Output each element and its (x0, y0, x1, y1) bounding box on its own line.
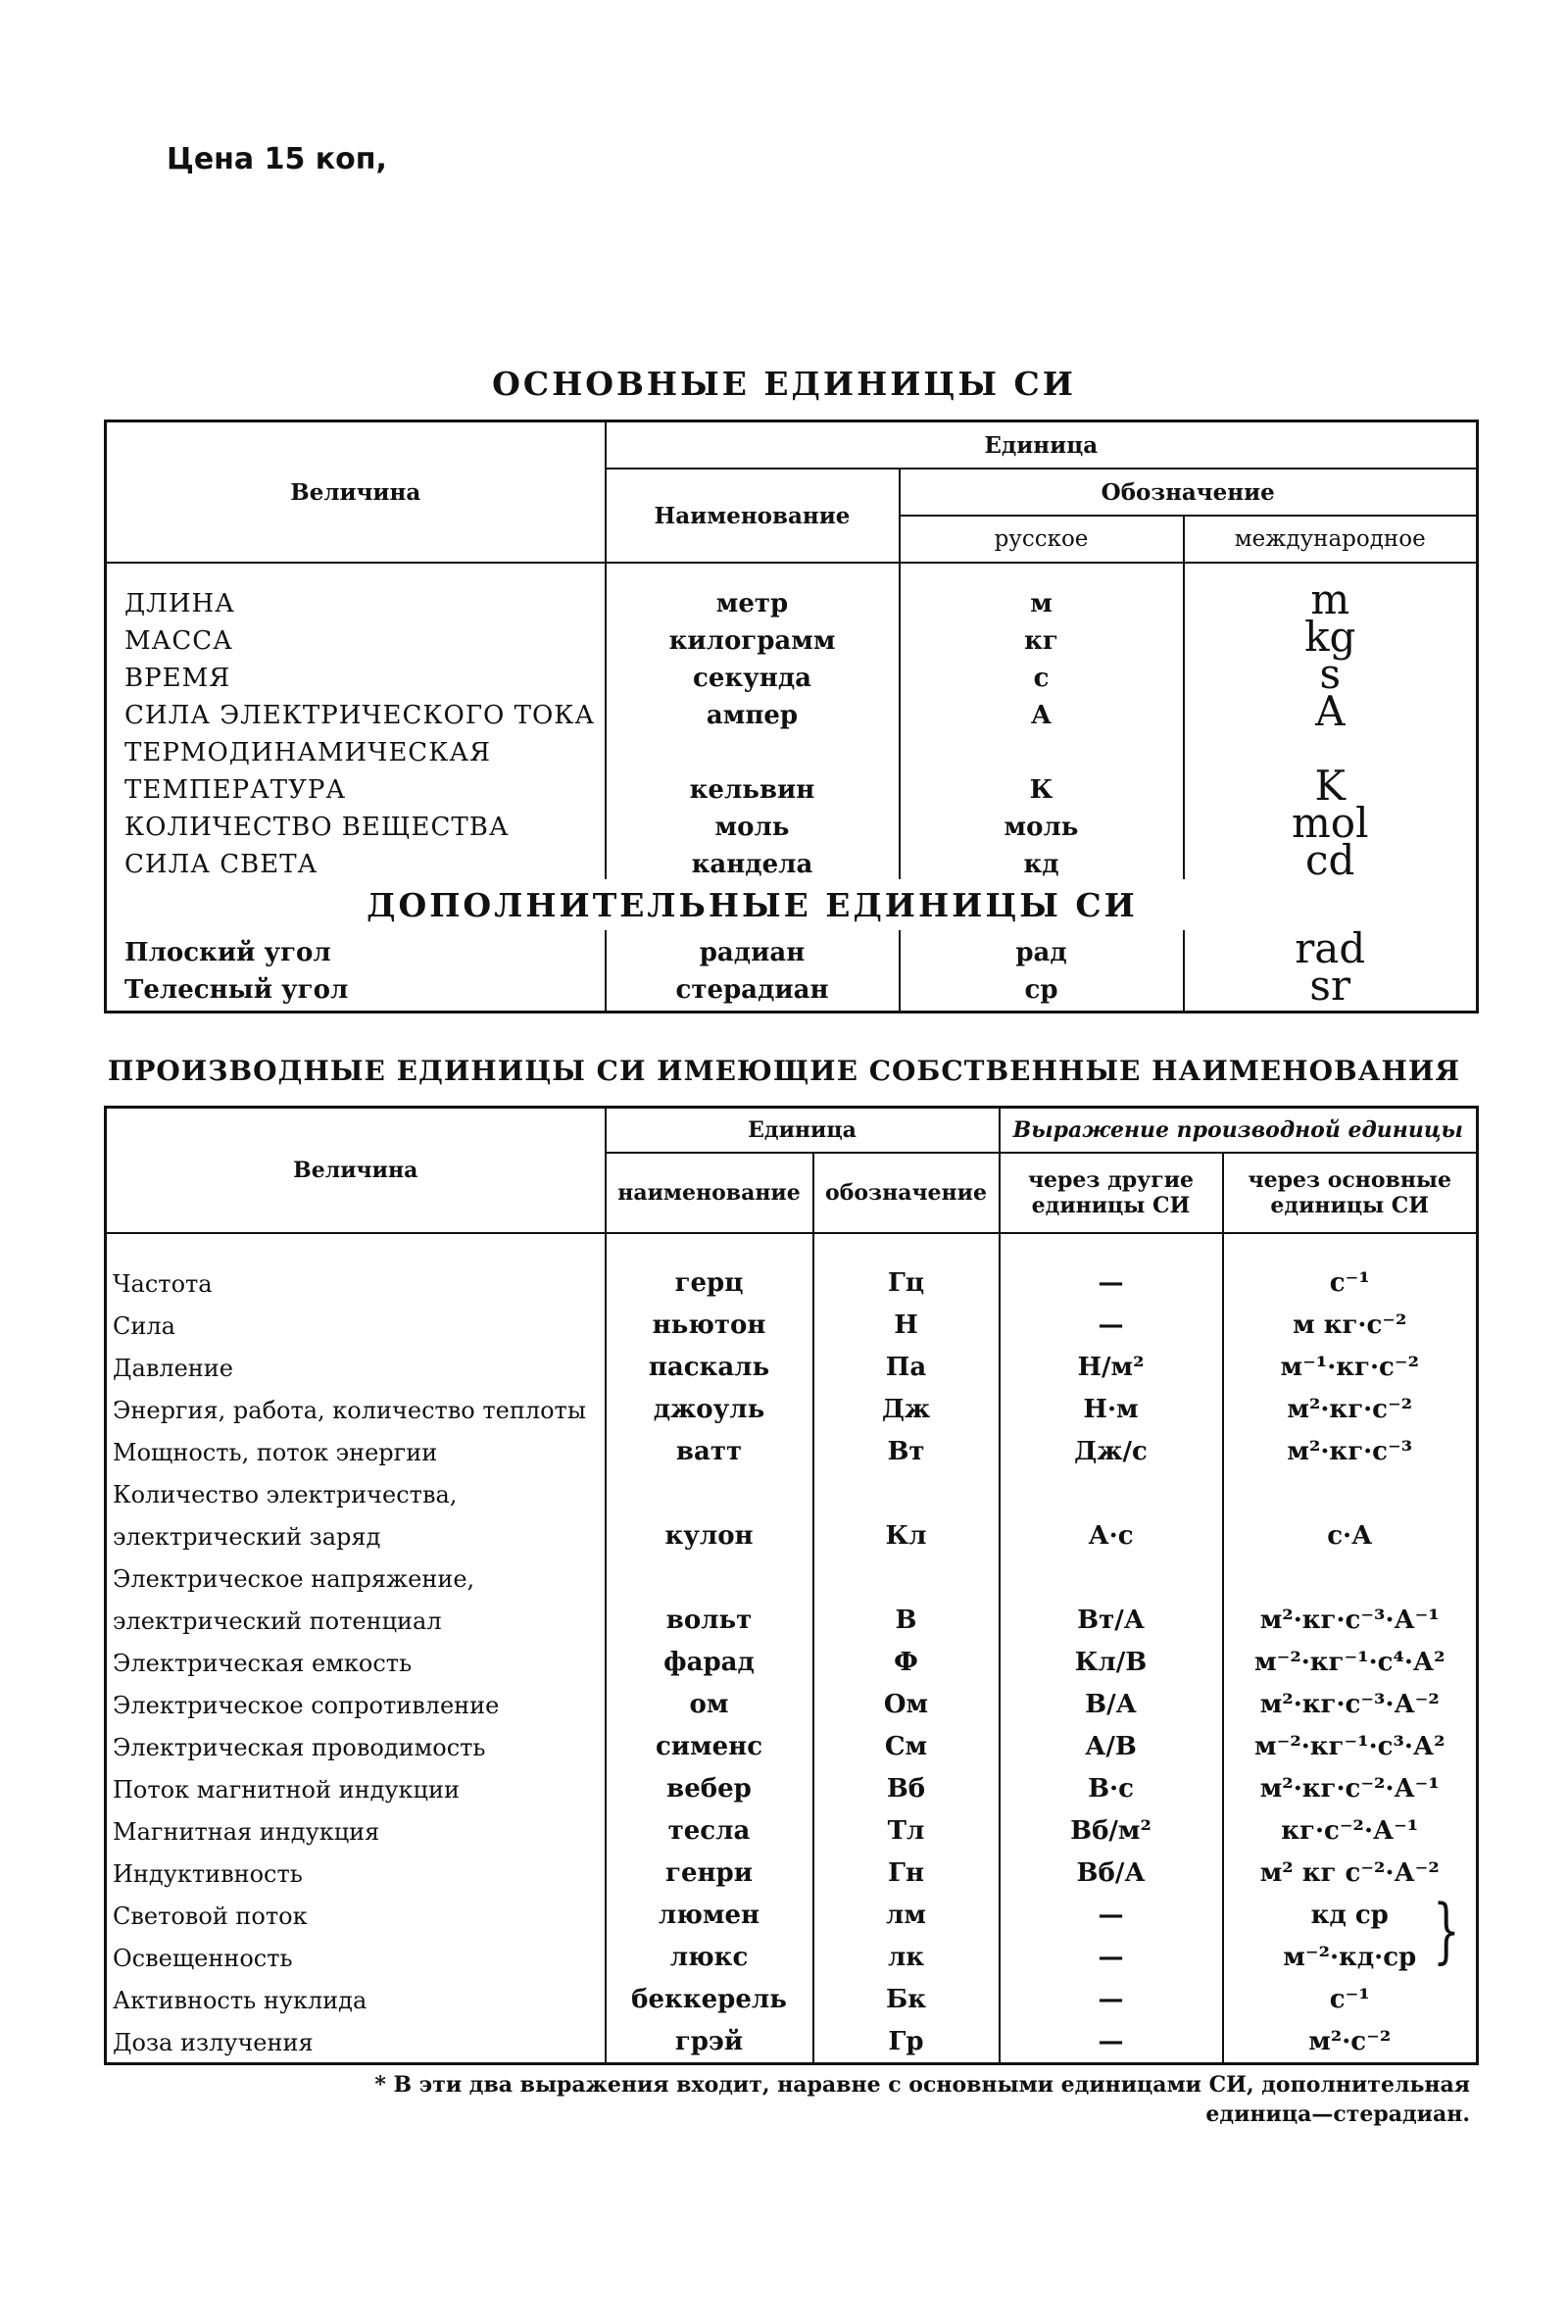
russian-symbol-cell: А (900, 693, 1184, 730)
via-other-cell: Вб/А (1000, 1846, 1223, 1888)
unit-name-cell: вебер (606, 1761, 813, 1804)
unit-name-cell: ватт (606, 1424, 813, 1466)
international-symbol-cell: mol (1184, 805, 1478, 842)
header-unit: Единица (606, 1108, 1000, 1153)
table-row (106, 805, 1478, 842)
quantity-cell: Освещенность (106, 1930, 606, 1972)
quantity-cell: Электрическое напряжение, (106, 1551, 606, 1593)
unit-name-cell (606, 730, 900, 767)
symbol-cell: лм (813, 1888, 1000, 1930)
footnote: * В эти два выражения входит, наравне с основными единицами СИ, дополнительная единица—стерадиан. (374, 2072, 1470, 2127)
table-row (106, 1340, 1478, 1382)
quantity-cell: Активность нуклида (106, 1972, 606, 2014)
via-other-cell: Кл/В (1000, 1635, 1223, 1677)
unit-name-cell: ньютон (606, 1298, 813, 1340)
unit-name-cell: вольт (606, 1593, 813, 1635)
symbol-cell: Вб (813, 1761, 1000, 1804)
russian-symbol-cell: кг (900, 618, 1184, 656)
via-base-cell: м²·кг·с⁻³ (1223, 1424, 1478, 1466)
table-row (106, 1298, 1478, 1340)
unit-name-cell: паскаль (606, 1340, 813, 1382)
via-other-cell: А/В (1000, 1719, 1223, 1761)
unit-name-cell: килограмм (606, 618, 900, 656)
table-row (106, 1382, 1478, 1424)
unit-name-cell: секунда (606, 656, 900, 693)
table-row (106, 656, 1478, 693)
russian-symbol-cell: ср (900, 967, 1184, 1013)
symbol-cell: См (813, 1719, 1000, 1761)
header-via-base: через основные единицы СИ (1223, 1153, 1478, 1233)
russian-symbol-cell: К (900, 767, 1184, 805)
table-row (106, 1804, 1478, 1846)
russian-symbol-cell: с (900, 656, 1184, 693)
via-other-cell: Н/м² (1000, 1340, 1223, 1382)
quantity-cell: Электрическое сопротивление (106, 1677, 606, 1719)
quantity-cell: Электрическая емкость (106, 1635, 606, 1677)
quantity-cell: Телесный угол (106, 967, 606, 1013)
via-other-cell: — (1000, 2014, 1223, 2064)
header-unit: Единица (606, 421, 1478, 470)
header-via-other: через другие единицы СИ (1000, 1153, 1223, 1233)
unit-name-cell: кандела (606, 842, 900, 879)
table-row (106, 1761, 1478, 1804)
via-base-cell (1223, 1551, 1478, 1593)
via-other-cell (1000, 1466, 1223, 1508)
quantity-cell: Индуктивность (106, 1846, 606, 1888)
unit-name-cell: фарад (606, 1635, 813, 1677)
quantity-cell: Мощность, поток энергии (106, 1424, 606, 1466)
header-designation: обозначение (813, 1153, 1000, 1233)
via-base-cell: м² кг с⁻²·А⁻² (1223, 1846, 1478, 1888)
international-symbol-cell: m (1184, 563, 1478, 618)
via-other-cell: — (1000, 1972, 1223, 2014)
unit-name-cell: стерадиан (606, 967, 900, 1013)
supplementary-units-title: ДОПОЛНИТЕЛЬНЫЕ ЕДИНИЦЫ СИ (367, 885, 1138, 924)
table-row (106, 767, 1478, 805)
symbol-cell: Тл (813, 1804, 1000, 1846)
symbol-cell: Гр (813, 2014, 1000, 2064)
table-row (106, 1551, 1478, 1593)
russian-symbol-cell: кд (900, 842, 1184, 879)
derived-units-table (104, 1106, 1479, 2065)
via-base-cell: м⁻²·кг⁻¹·с³·А² (1223, 1719, 1478, 1761)
unit-name-cell: тесла (606, 1804, 813, 1846)
via-base-cell: м кг·с⁻² (1223, 1298, 1478, 1340)
table-row (106, 1677, 1478, 1719)
unit-name-cell: джоуль (606, 1382, 813, 1424)
via-base-cell: м⁻¹·кг·с⁻² (1223, 1340, 1478, 1382)
table-row (106, 1233, 1478, 1298)
quantity-cell: Плоский угол (106, 930, 606, 967)
via-other-cell: — (1000, 1888, 1223, 1930)
table-row (106, 967, 1478, 1013)
symbol-cell: Ом (813, 1677, 1000, 1719)
unit-name-cell: радиан (606, 930, 900, 967)
header-expression: Выражение производной единицы (1000, 1108, 1478, 1153)
table-row (106, 1930, 1478, 1972)
symbol-cell: Дж (813, 1382, 1000, 1424)
via-other-cell (1000, 1551, 1223, 1593)
quantity-cell: ТЕМПЕРАТУРА (106, 767, 606, 805)
unit-name-cell: грэй (606, 2014, 813, 2064)
via-other-cell: — (1000, 1298, 1223, 1340)
quantity-cell: ТЕРМОДИНАМИЧЕСКАЯ (106, 730, 606, 767)
quantity-cell: Частота (106, 1233, 606, 1298)
quantity-cell: Магнитная индукция (106, 1804, 606, 1846)
via-other-cell: Н·м (1000, 1382, 1223, 1424)
unit-name-cell: кулон (606, 1508, 813, 1551)
via-base-cell: кд ср (1223, 1888, 1478, 1930)
quantity-cell: электрический потенциал (106, 1593, 606, 1635)
symbol-cell: Гц (813, 1233, 1000, 1298)
quantity-cell: Давление (106, 1340, 606, 1382)
international-symbol-cell: rad (1184, 930, 1478, 967)
header-name: Наименование (606, 469, 900, 563)
quantity-cell: Электрическая проводимость (106, 1719, 606, 1761)
brace-symbol: } (1433, 1889, 1460, 1971)
unit-name-cell: ампер (606, 693, 900, 730)
header-quantity: Величина (106, 421, 606, 564)
symbol-cell: Па (813, 1340, 1000, 1382)
quantity-cell: электрический заряд (106, 1508, 606, 1551)
via-other-cell: В·с (1000, 1761, 1223, 1804)
symbol-cell (813, 1551, 1000, 1593)
table-row (106, 693, 1478, 730)
international-symbol-cell: A (1184, 693, 1478, 730)
quantity-cell: ДЛИНА (106, 563, 606, 618)
international-symbol-cell: s (1184, 656, 1478, 693)
table-row (106, 842, 1478, 879)
quantity-cell: Поток магнитной индукции (106, 1761, 606, 1804)
quantity-cell: МАССА (106, 618, 606, 656)
russian-symbol-cell (900, 730, 1184, 767)
quantity-cell: СИЛА СВЕТА (106, 842, 606, 879)
via-other-cell: Вт/А (1000, 1593, 1223, 1635)
table-row (106, 618, 1478, 656)
russian-symbol-cell: моль (900, 805, 1184, 842)
header-international: международное (1184, 516, 1478, 563)
supplementary-title-row (106, 879, 1478, 930)
unit-name-cell: метр (606, 563, 900, 618)
unit-name-cell: ом (606, 1677, 813, 1719)
symbol-cell: Вт (813, 1424, 1000, 1466)
symbol-cell: Кл (813, 1508, 1000, 1551)
table-row (106, 1424, 1478, 1466)
via-other-cell: В/А (1000, 1677, 1223, 1719)
via-base-cell: с⁻¹ (1223, 1233, 1478, 1298)
unit-name-cell: беккерель (606, 1972, 813, 2014)
via-base-cell: м²·с⁻² (1223, 2014, 1478, 2064)
symbol-cell: Ф (813, 1635, 1000, 1677)
base-units-table (104, 420, 1479, 1014)
table-row (106, 730, 1478, 767)
table-row (106, 1846, 1478, 1888)
quantity-cell: Энергия, работа, количество теплоты (106, 1382, 606, 1424)
international-symbol-cell: K (1184, 767, 1478, 805)
via-other-cell: — (1000, 1930, 1223, 1972)
quantity-cell: СИЛА ЭЛЕКТРИЧЕСКОГО ТОКА (106, 693, 606, 730)
via-other-cell: Вб/м² (1000, 1804, 1223, 1846)
via-base-cell: м²·кг·с⁻² (1223, 1382, 1478, 1424)
symbol-cell (813, 1466, 1000, 1508)
base-units-title: ОСНОВНЫЕ ЕДИНИЦЫ СИ (492, 365, 1076, 403)
header-name: наименование (606, 1153, 813, 1233)
header-quantity: Величина (106, 1108, 606, 1233)
derived-units-title: ПРОИЗВОДНЫЕ ЕДИНИЦЫ СИ ИМЕЮЩИЕ СОБСТВЕННЫЕ НАИМЕНОВАНИЯ (107, 1055, 1461, 1087)
table-row (106, 1719, 1478, 1761)
symbol-cell: В (813, 1593, 1000, 1635)
table-row (106, 1466, 1478, 1508)
via-other-cell: Дж/с (1000, 1424, 1223, 1466)
via-base-cell: м²·кг·с⁻³·А⁻¹ (1223, 1593, 1478, 1635)
via-base-cell: с·А (1223, 1508, 1478, 1551)
symbol-cell: Бк (813, 1972, 1000, 2014)
via-base-cell: м²·кг·с⁻²·А⁻¹ (1223, 1761, 1478, 1804)
table-row (106, 1972, 1478, 2014)
table-row (106, 1508, 1478, 1551)
international-symbol-cell: cd (1184, 842, 1478, 879)
quantity-cell: ВРЕМЯ (106, 656, 606, 693)
unit-name-cell (606, 1466, 813, 1508)
unit-name-cell: моль (606, 805, 900, 842)
table-row (106, 1593, 1478, 1635)
via-base-cell: с⁻¹ (1223, 1972, 1478, 2014)
table-row (106, 1888, 1478, 1930)
via-other-cell: — (1000, 1233, 1223, 1298)
symbol-cell: Гн (813, 1846, 1000, 1888)
header-designation: Обозначение (900, 469, 1478, 516)
via-base-cell: м²·кг·с⁻³·А⁻² (1223, 1677, 1478, 1719)
unit-name-cell: люкс (606, 1930, 813, 1972)
via-base-cell (1223, 1466, 1478, 1508)
header-russian: русское (900, 516, 1184, 563)
unit-name-cell: герц (606, 1233, 813, 1298)
quantity-cell: Сила (106, 1298, 606, 1340)
international-symbol-cell: kg (1184, 618, 1478, 656)
table-row (106, 2014, 1478, 2064)
via-base-cell: кг·с⁻²·А⁻¹ (1223, 1804, 1478, 1846)
table-row (106, 1635, 1478, 1677)
quantity-cell: Доза излучения (106, 2014, 606, 2064)
unit-name-cell: генри (606, 1846, 813, 1888)
table-row (106, 563, 1478, 618)
quantity-cell: Количество электричества, (106, 1466, 606, 1508)
symbol-cell: Н (813, 1298, 1000, 1340)
unit-name-cell: кельвин (606, 767, 900, 805)
price-label: Цена 15 коп, (167, 142, 387, 176)
via-base-cell: м⁻²·кд·ср (1223, 1930, 1478, 1972)
international-symbol-cell: sr (1184, 967, 1478, 1013)
quantity-cell: КОЛИЧЕСТВО ВЕЩЕСТВА (106, 805, 606, 842)
via-other-cell: А·с (1000, 1508, 1223, 1551)
quantity-cell: Световой поток (106, 1888, 606, 1930)
unit-name-cell (606, 1551, 813, 1593)
table-row (106, 930, 1478, 967)
via-base-cell: м⁻²·кг⁻¹·с⁴·А² (1223, 1635, 1478, 1677)
symbol-cell: лк (813, 1930, 1000, 1972)
russian-symbol-cell: рад (900, 930, 1184, 967)
unit-name-cell: сименс (606, 1719, 813, 1761)
unit-name-cell: люмен (606, 1888, 813, 1930)
russian-symbol-cell: м (900, 563, 1184, 618)
